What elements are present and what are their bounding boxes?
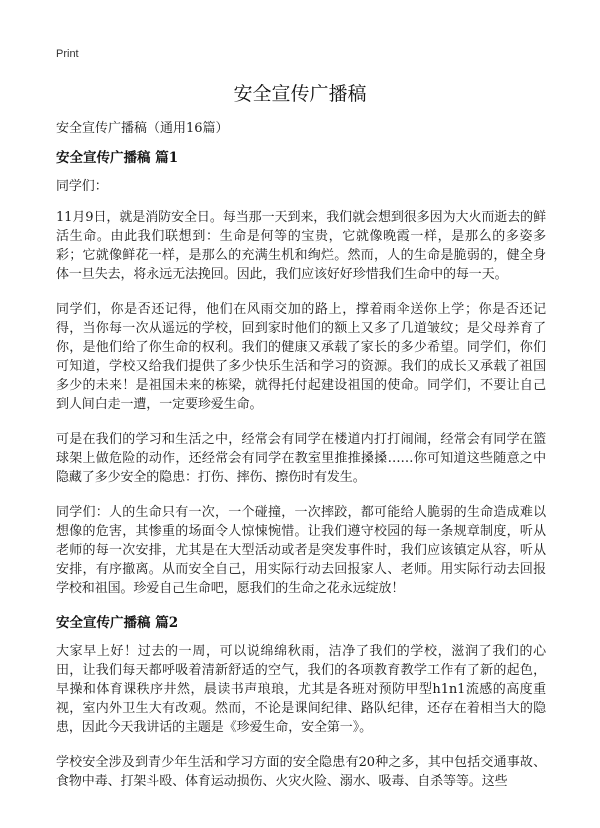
paragraph: 同学们，你是否还记得，他们在风雨交加的路上，撑着雨伞送你上学；你是否还记得，当你每一次从遥远的学校，回到家时他们的额上又多了几道皱纹；是父母养育了你，是他们给了你生命的权利。我们的健康又承载了家长的多少希望。同学们，你们可知道，学校又给我们提供了多少快乐生活和学习的资源。我们的成长又承载了祖国多少的未来！是祖国未来的栋梁，就得托付起建设祖国的使命。同学们，不要让自己到人间白走一遭，一定要珍爱生命。	[56, 302, 546, 412]
paragraph: 11月9日，就是消防安全日。每当那一天到来，我们就会想到很多因为大火而逝去的鲜活生命。由此我们联想到：生命是何等的宝贵，它就像晚霞一样，是那么的多姿多彩；它就像鲜花一样，是那么的充满生机和绚烂。然而，人的生命是脆弱的，健全身体一旦失去，将永远无法挽回。因此，我们应该好好珍惜我们生命中的每一天。	[56, 210, 546, 282]
paragraph: 大家早上好！过去的一周，可以说绵绵秋雨，洁净了我们的学校，滋润了我们的心田，让我们每天都呼吸着清新舒适的空气，我们的各项教育教学工作有了新的起色，早操和体育课秩序井然，晨读书声琅琅，尤其是各班对预防甲型h1n1流感的高度重视，室内外卫生大有改观。然而，不论是课间纪律、路队纪律，还存在着相当大的隐患，因此今天我讲话的主题是《珍爱生命，安全第一》。	[56, 644, 546, 735]
section-heading-1: 安全宣传广播稿 篇1	[56, 150, 179, 166]
paragraph: 同学们：人的生命只有一次，一个碰撞，一次摔跤，都可能给人脆弱的生命造成难以想像的危害，其惨重的场面令人惊悚惋惜。让我们遵守校园的每一条规章制度，听从老师的每一次安排，尤其是在大型活动或者是突发事件时，我们应该镇定从容，听从安排，有序撤离。从而安全自己，用实际行动去回报家人、老师。用实际行动去回报学校和祖国。珍爱自己生命吧，愿我们的生命之花永远绽放！	[56, 505, 546, 596]
paragraph: 同学们：	[56, 179, 108, 194]
print-link[interactable]: Print	[56, 48, 79, 60]
paragraph: 可是在我们的学习和生活之中，经常会有同学在楼道内打打闹闹，经常会有同学在篮球架上做危险的动作，还经常会有同学在教室里推推搡搡……你可知道这些随意之中隐藏了多少安全的隐患：打伤、摔伤、擦伤时有发生。	[56, 432, 546, 485]
paragraph: 学校安全涉及到青少年生活和学习方面的安全隐患有20种之多，其中包括交通事故、食物中毒、打架斗殴、体育运动损伤、火灾火险、溺水、吸毒、自杀等等。这些	[56, 755, 546, 789]
document-subtitle: 安全宣传广播稿（通用16篇）	[56, 121, 229, 136]
document-body	[56, 120, 546, 807]
document-title: 安全宣传广播稿	[233, 83, 367, 105]
section-heading-2: 安全宣传广播稿 篇2	[56, 615, 179, 631]
